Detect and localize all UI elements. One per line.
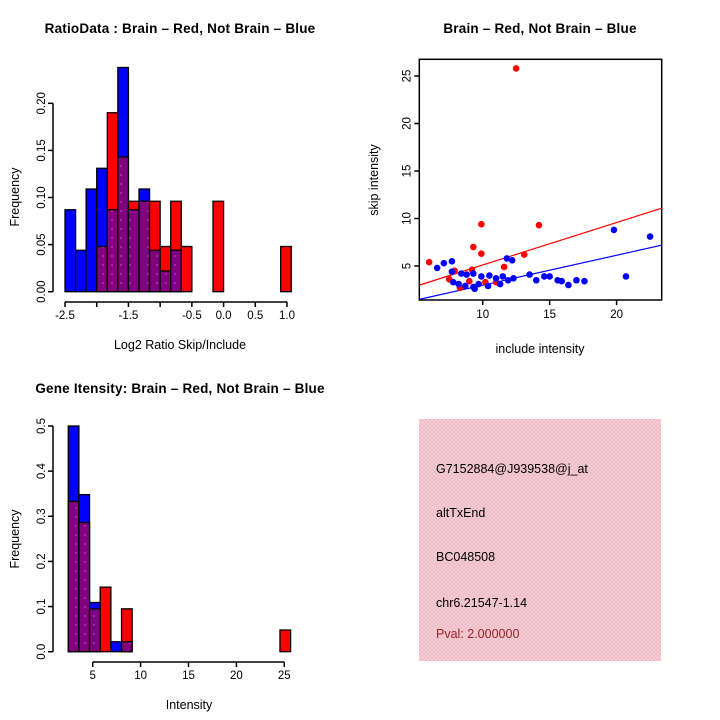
scatter-point-blue	[546, 273, 553, 280]
scatter-point-blue	[611, 227, 618, 234]
histogram-overlap-bar	[118, 157, 129, 292]
histogram-overlap-bar	[122, 642, 133, 652]
scatter-point-blue	[565, 282, 572, 289]
scatter-point-blue	[573, 277, 580, 284]
scatter-point-blue	[485, 283, 492, 290]
scatter-point-red	[501, 264, 508, 271]
y-tick-label: 0.05	[36, 233, 48, 256]
accession-id: BC048508	[436, 550, 496, 564]
y-tick-label: 0.00	[36, 280, 48, 303]
y-tick-label: 0.3	[36, 508, 48, 525]
scatter-point-red	[470, 244, 477, 251]
x-tick-label: -2.5	[55, 310, 75, 322]
scatter-point-blue	[470, 270, 477, 277]
panel-intensity-scatter	[360, 0, 720, 360]
histogram-overlap-bar	[79, 523, 90, 652]
histogram-overlap-bar	[160, 271, 171, 292]
scatter-point-red	[521, 251, 528, 258]
ratio-histogram-plot	[0, 0, 360, 360]
probe-id: G7152884@J939538@j_at	[436, 462, 588, 476]
gene-histogram-plot	[0, 360, 360, 720]
x-tick-label: -0.5	[181, 310, 202, 322]
x-tick-label: 10	[134, 670, 147, 682]
scatter-plot	[360, 0, 720, 360]
y-tick-label: 0.0	[36, 643, 48, 660]
panel-ratio-histogram	[0, 0, 360, 360]
scatter-point-blue	[463, 271, 470, 278]
ratio-histogram-xlabel: Log2 Ratio Skip/Include	[113, 338, 247, 352]
histogram-bar	[280, 630, 291, 652]
scatter-xlabel: include intensity	[495, 342, 585, 356]
pval-label: Pval: 2.000000	[436, 627, 520, 641]
y-tick-label: 10	[401, 212, 414, 225]
histogram-overlap-bar	[107, 210, 118, 292]
x-tick-label: 20	[229, 670, 243, 682]
scatter-point-blue	[455, 281, 462, 288]
y-tick-label: 0.5	[36, 418, 48, 434]
scatter-point-red	[536, 222, 543, 229]
histogram-bar	[213, 201, 224, 291]
scatter-point-blue	[478, 273, 485, 280]
histogram-bar	[65, 210, 76, 292]
histogram-overlap-bar	[139, 201, 150, 291]
scatter-point-blue	[623, 273, 630, 280]
y-tick-label: 0.4	[36, 463, 48, 480]
scatter-point-blue	[441, 260, 448, 267]
histogram-bar	[76, 250, 87, 291]
x-tick-label: 25	[277, 670, 291, 682]
panel-gene-histogram	[0, 360, 360, 720]
scatter-point-blue	[499, 273, 506, 280]
scatter-point-blue	[581, 278, 588, 285]
scatter-ylabel: skip intensity	[367, 144, 381, 216]
histogram-bar	[100, 587, 111, 652]
gene-histogram-title: Gene Itensity: Brain – Red, Not Brain – Blue	[35, 381, 325, 396]
y-tick-label: 15	[401, 164, 414, 178]
scatter-point-blue	[558, 278, 565, 285]
histogram-overlap-bar	[90, 609, 101, 652]
histogram-bar	[181, 246, 192, 291]
gene-histogram-ylabel: Frequency	[8, 509, 22, 569]
genomic-location: chr6.21547-1.14	[436, 596, 528, 610]
scatter-point-blue	[510, 275, 517, 282]
y-tick-label: 0.10	[36, 186, 48, 209]
scatter-point-red	[478, 250, 485, 257]
x-tick-label: 0.0	[215, 310, 232, 322]
scatter-point-blue	[475, 281, 482, 288]
x-tick-label: 10	[476, 309, 490, 321]
scatter-title: Brain – Red, Not Brain – Blue	[443, 21, 637, 36]
scatter-point-blue	[434, 265, 441, 272]
y-tick-label: 0.15	[36, 139, 48, 162]
y-tick-label: 0.1	[36, 598, 48, 615]
scatter-point-red	[426, 259, 433, 266]
ratio-histogram-ylabel: Frequency	[8, 167, 22, 227]
splice-event-type: altTxEnd	[436, 506, 486, 520]
x-tick-label: 5	[89, 670, 96, 682]
x-tick-label: 20	[610, 309, 623, 321]
x-tick-label: -1.5	[118, 310, 139, 322]
scatter-point-red	[478, 221, 485, 228]
scatter-point-blue	[647, 233, 654, 240]
panel-gene-info	[360, 360, 720, 720]
scatter-point-blue	[449, 268, 456, 275]
scatter-point-blue	[493, 275, 500, 282]
scatter-point-blue	[526, 271, 533, 278]
x-tick-label: 0.5	[247, 310, 264, 322]
histogram-bar	[86, 189, 97, 292]
y-tick-label: 0.20	[36, 92, 48, 115]
y-tick-label: 0.2	[36, 553, 48, 570]
histogram-overlap-bar	[97, 246, 108, 291]
gene-histogram-xlabel: Intensity	[165, 698, 213, 712]
histogram-bar	[111, 642, 122, 652]
scatter-point-blue	[497, 281, 504, 288]
y-tick-label: 5	[401, 262, 414, 270]
gene-info-box	[419, 419, 661, 661]
x-tick-label: 15	[543, 309, 557, 321]
histogram-overlap-bar	[68, 501, 79, 651]
histogram-overlap-bar	[171, 250, 182, 291]
x-tick-label: 15	[182, 670, 195, 682]
histogram-overlap-bar	[128, 210, 139, 292]
x-tick-label: 1.0	[279, 310, 296, 322]
scatter-point-blue	[533, 277, 540, 284]
ratio-histogram-title: RatioData : Brain – Red, Not Brain – Blue	[44, 21, 316, 36]
y-tick-label: 25	[401, 69, 414, 83]
scatter-point-blue	[462, 283, 469, 290]
y-tick-label: 20	[401, 117, 414, 130]
scatter-point-red	[513, 65, 520, 72]
histogram-bar	[281, 246, 292, 291]
histogram-overlap-bar	[150, 250, 161, 291]
scatter-point-blue	[509, 257, 516, 264]
plot-box	[419, 59, 661, 300]
scatter-point-blue	[486, 272, 493, 279]
scatter-point-blue	[449, 258, 456, 265]
